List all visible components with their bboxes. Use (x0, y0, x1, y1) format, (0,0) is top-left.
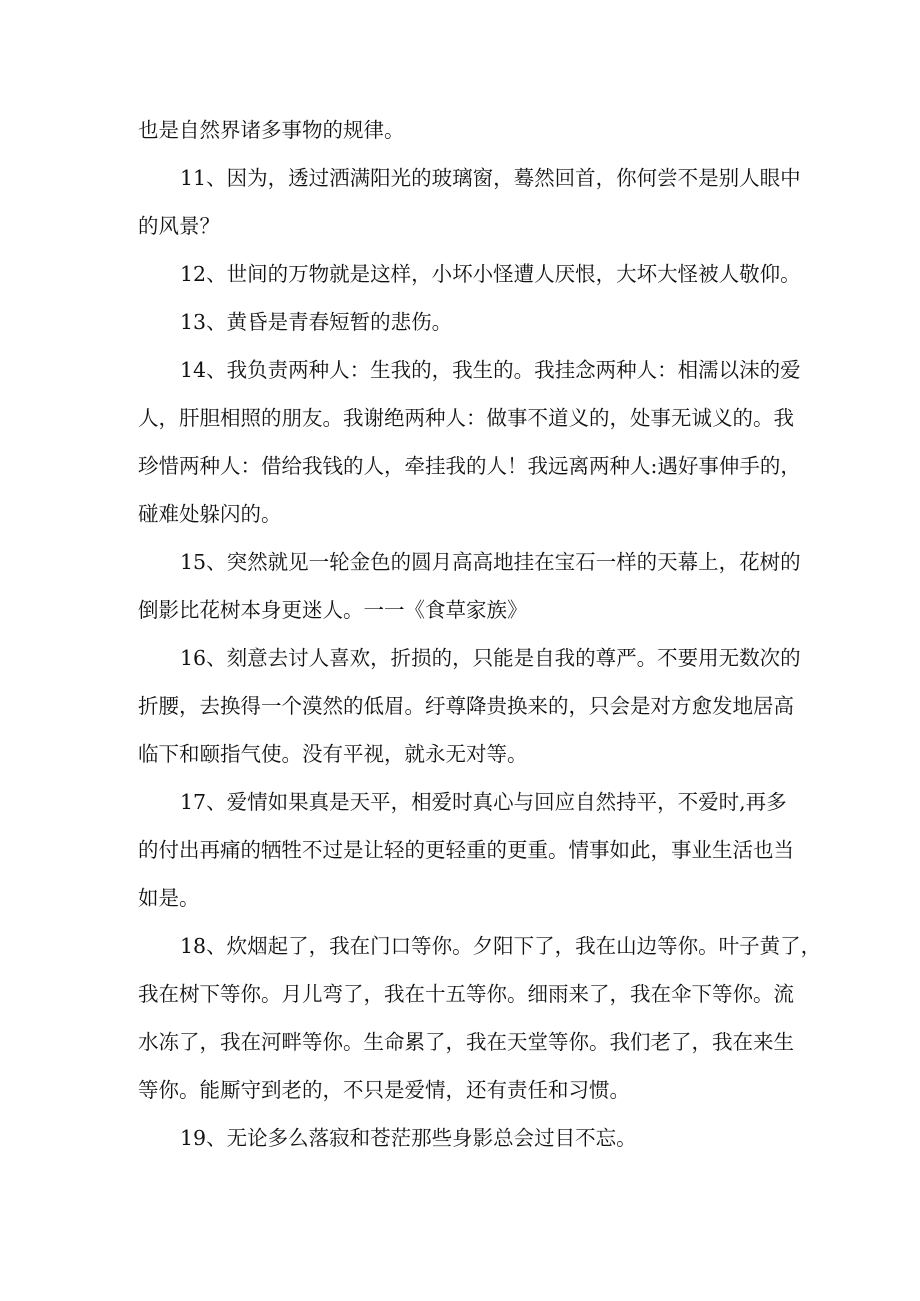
text-line: 17、爱情如果真是天平，相爱时真心与回应自然持平，不爱时,再多 (180, 790, 787, 814)
paragraph-15 (138, 538, 801, 634)
paragraph-11 (138, 154, 801, 250)
paragraph-13 (138, 298, 798, 346)
paragraph-18 (138, 922, 822, 1114)
text-line: 18、炊烟起了，我在门口等你。夕阳下了，我在山边等你。叶子黄了， (180, 934, 822, 958)
paragraph-12 (138, 250, 801, 298)
text-line: 等你。能厮守到老的，不只是爱情，还有责任和习惯。 (138, 1078, 630, 1102)
paragraph-14 (138, 346, 801, 538)
text-line: 临下和颐指气使。没有平视，就永无对等。 (138, 742, 528, 766)
paragraph-continued (138, 106, 798, 154)
text-line: 也是自然界诸多事物的规律。 (138, 118, 405, 142)
text-line: 14、我负责两种人：生我的，我生的。我挂念两种人：相濡以沫的爱 (180, 358, 801, 382)
text-line: 珍惜两种人：借给我钱的人，牵挂我的人！我远离两种人:遇好事伸手的， (138, 454, 801, 478)
paragraph-16 (138, 634, 801, 778)
text-line: 15、突然就见一轮金色的圆月高高地挂在宝石一样的天幕上，花树的 (180, 550, 801, 574)
paragraph-19 (138, 1114, 798, 1162)
text-line: 倒影比花树本身更迷人。一一《食草家族》 (138, 598, 528, 622)
paragraph-17 (138, 778, 798, 922)
text-line: 折腰，去换得一个漠然的低眉。纡尊降贵换来的，只会是对方愈发地居高 (138, 694, 794, 718)
text-line: 如是。 (138, 886, 200, 910)
text-line: 我在树下等你。月儿弯了，我在十五等你。细雨来了，我在伞下等你。流 (138, 982, 794, 1006)
text-line: 人，肝胆相照的朋友。我谢绝两种人：做事不道义的，处事无诚义的。我 (138, 406, 794, 430)
document-body (138, 106, 822, 1162)
text-line: 19、无论多么落寂和苍茫那些身影总会过目不忘。 (180, 1126, 637, 1150)
text-line: 水冻了，我在河畔等你。生命累了，我在天堂等你。我们老了，我在来生 (138, 1030, 794, 1054)
text-line: 11、因为，透过洒满阳光的玻璃窗，蓦然回首，你何尝不是别人眼中 (180, 166, 801, 190)
text-line: 16、刻意去讨人喜欢，折损的，只能是自我的尊严。不要用无数次的 (180, 646, 801, 670)
text-line: 12、世间的万物就是这样，小坏小怪遭人厌恨，大坏大怪被人敬仰。 (180, 262, 801, 286)
text-line: 碰难处躲闪的。 (138, 502, 282, 526)
text-line: 的付出再痛的牺牲不过是让轻的更轻重的更重。情事如此，事业生活也当 (138, 838, 794, 862)
text-line: 的风景？ (138, 214, 220, 238)
text-line: 13、黄昏是青春短暂的悲伤。 (180, 310, 453, 334)
